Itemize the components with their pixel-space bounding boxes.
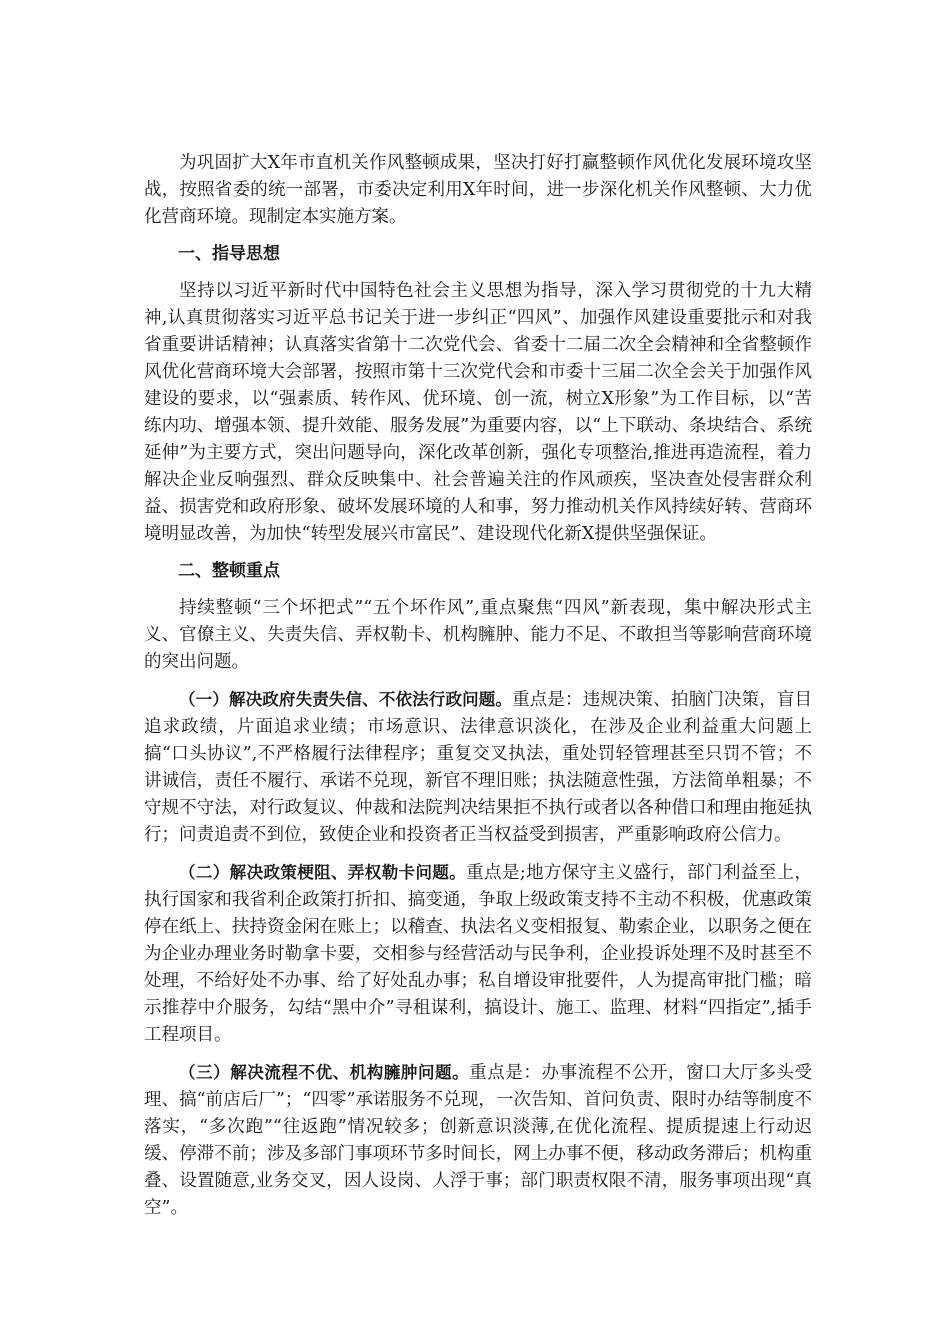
- item-3-paragraph: [144, 1059, 812, 1222]
- intro-paragraph: 为巩固扩大X年市直机关作风整顿成果，坚决打好打赢整顿作风优化发展环境攻坚战，按照省委的统一部署，市委决定利用X年时间，进一步深化机关作风整顿、大力优化营商环境。现制定本实施方案。: [144, 153, 812, 227]
- item-2-lead: （二）解决政策梗阻、弄权勒卡问题。: [179, 863, 467, 882]
- item-3-body: 重点是：办事流程不公开，窗口大厅多头受理、搞“前店后厂”；“四零”承诺服务不兑现，一次告知、首问负责、限时办结等制度不落实，“多次跑”“往返跑”情况较多；创新意识淡薄,在优化流程、提质提速上行动迟缓、停滞不前；涉及多部门事项环节多时间长，网上办事不便，移动政务滞后；机构重叠、设置随意,业务交叉，因人设岗、人浮于事；部门职责权限不清，服务事项出现“真空”。: [144, 1063, 813, 1218]
- section-heading-guiding-ideology: 一、指导思想: [178, 244, 280, 264]
- item-2-body: 重点是;地方保守主义盛行，部门利益至上，执行国家和我省利企政策打折扣、搞变通，争取上级政策支持不主动不积极，优惠政策停在纸上、扶持资金闲在账上；以稽查、执法名义变相报复、勒索企业，以职务之便在为企业办理业务时勒拿卡要，交相参与经营活动与民争利，企业投诉处理不及时甚至不处理，不给好处不办事、给了好处乱办事；私自增设审批要件，人为提高审批门槛；暗示推荐中介服务，勾结“黑中介”寻租谋利，搞设计、施工、监理、材料“四指定”,插手工程项目。: [144, 863, 812, 1045]
- item-1-body: 重点是：违规决策、拍脑门决策，盲目追求政绩，片面追求业绩；市场意识、法律意识淡化，在涉及企业利益重大问题上搞“口头协议”,不严格履行法律程序；重复交叉执法，重处罚轻管理甚至只罚不管；不讲诚信，责任不履行、承诺不兑现，新官不理旧账；执法随意性强，方法简单粗暴；不守规不守法，对行政复议、仲裁和法院判决结果拒不执行或者以各种借口和理由拖延执行；问责追责不到位，致使企业和投资者正当权益受到损害，严重影响政府公信力。: [144, 690, 813, 845]
- key-rectification-paragraph: 持续整顿“三个坏把式”“五个坏作风”,重点聚焦“四风”新表现，集中解决形式主义、官僚主义、失责失信、弄权勒卡、机构臃肿、能力不足、不敢担当等影响营商环境的突出问题。: [144, 598, 812, 672]
- item-3-lead: （三）解决流程不优、机构臃肿问题。: [179, 1063, 470, 1082]
- guiding-ideology-paragraph: 坚持以习近平新时代中国特色社会主义思想为指导，深入学习贯彻党的十九大精神,认真贯彻落实习近平总书记关于进一步纠正“四风”、加强作风建设重要批示和对我省重要讲话精神；认真落实省第十二次党代会、省委十二届二次全会精神和全省整顿作风优化营商环境大会部署，按照市第十三次党代会和市委十三届二次全会关于加强作风建设的要求，以“强素质、转作风、优环境、创一流，树立X形象”为工作目标，以“苦练内功、增强本领、提升效能、服务发展”为重要内容，以“上下联动、条块结合、系统延伸”为主要方式，突出问题导向，深化改革创新，强化专项整治,推进再造流程，着力解决企业反响强烈、群众反映集中、社会普遍关注的作风顽疾，坚决查处侵害群众利益、损害党和政府形象、破坏发展环境的人和事，努力推动机关作风持续好转、营商环境明显改善，为加快“转型发展兴市富民”、建设现代化新X提供坚强保证。: [144, 281, 812, 544]
- item-1-lead: （一）解决政府失责失信、不依法行政问题。: [179, 690, 513, 709]
- item-1-paragraph: [144, 686, 812, 849]
- section-heading-key-rectification: 二、整顿重点: [178, 561, 280, 581]
- document-page: [144, 150, 812, 1222]
- item-2-paragraph: [144, 859, 812, 1049]
